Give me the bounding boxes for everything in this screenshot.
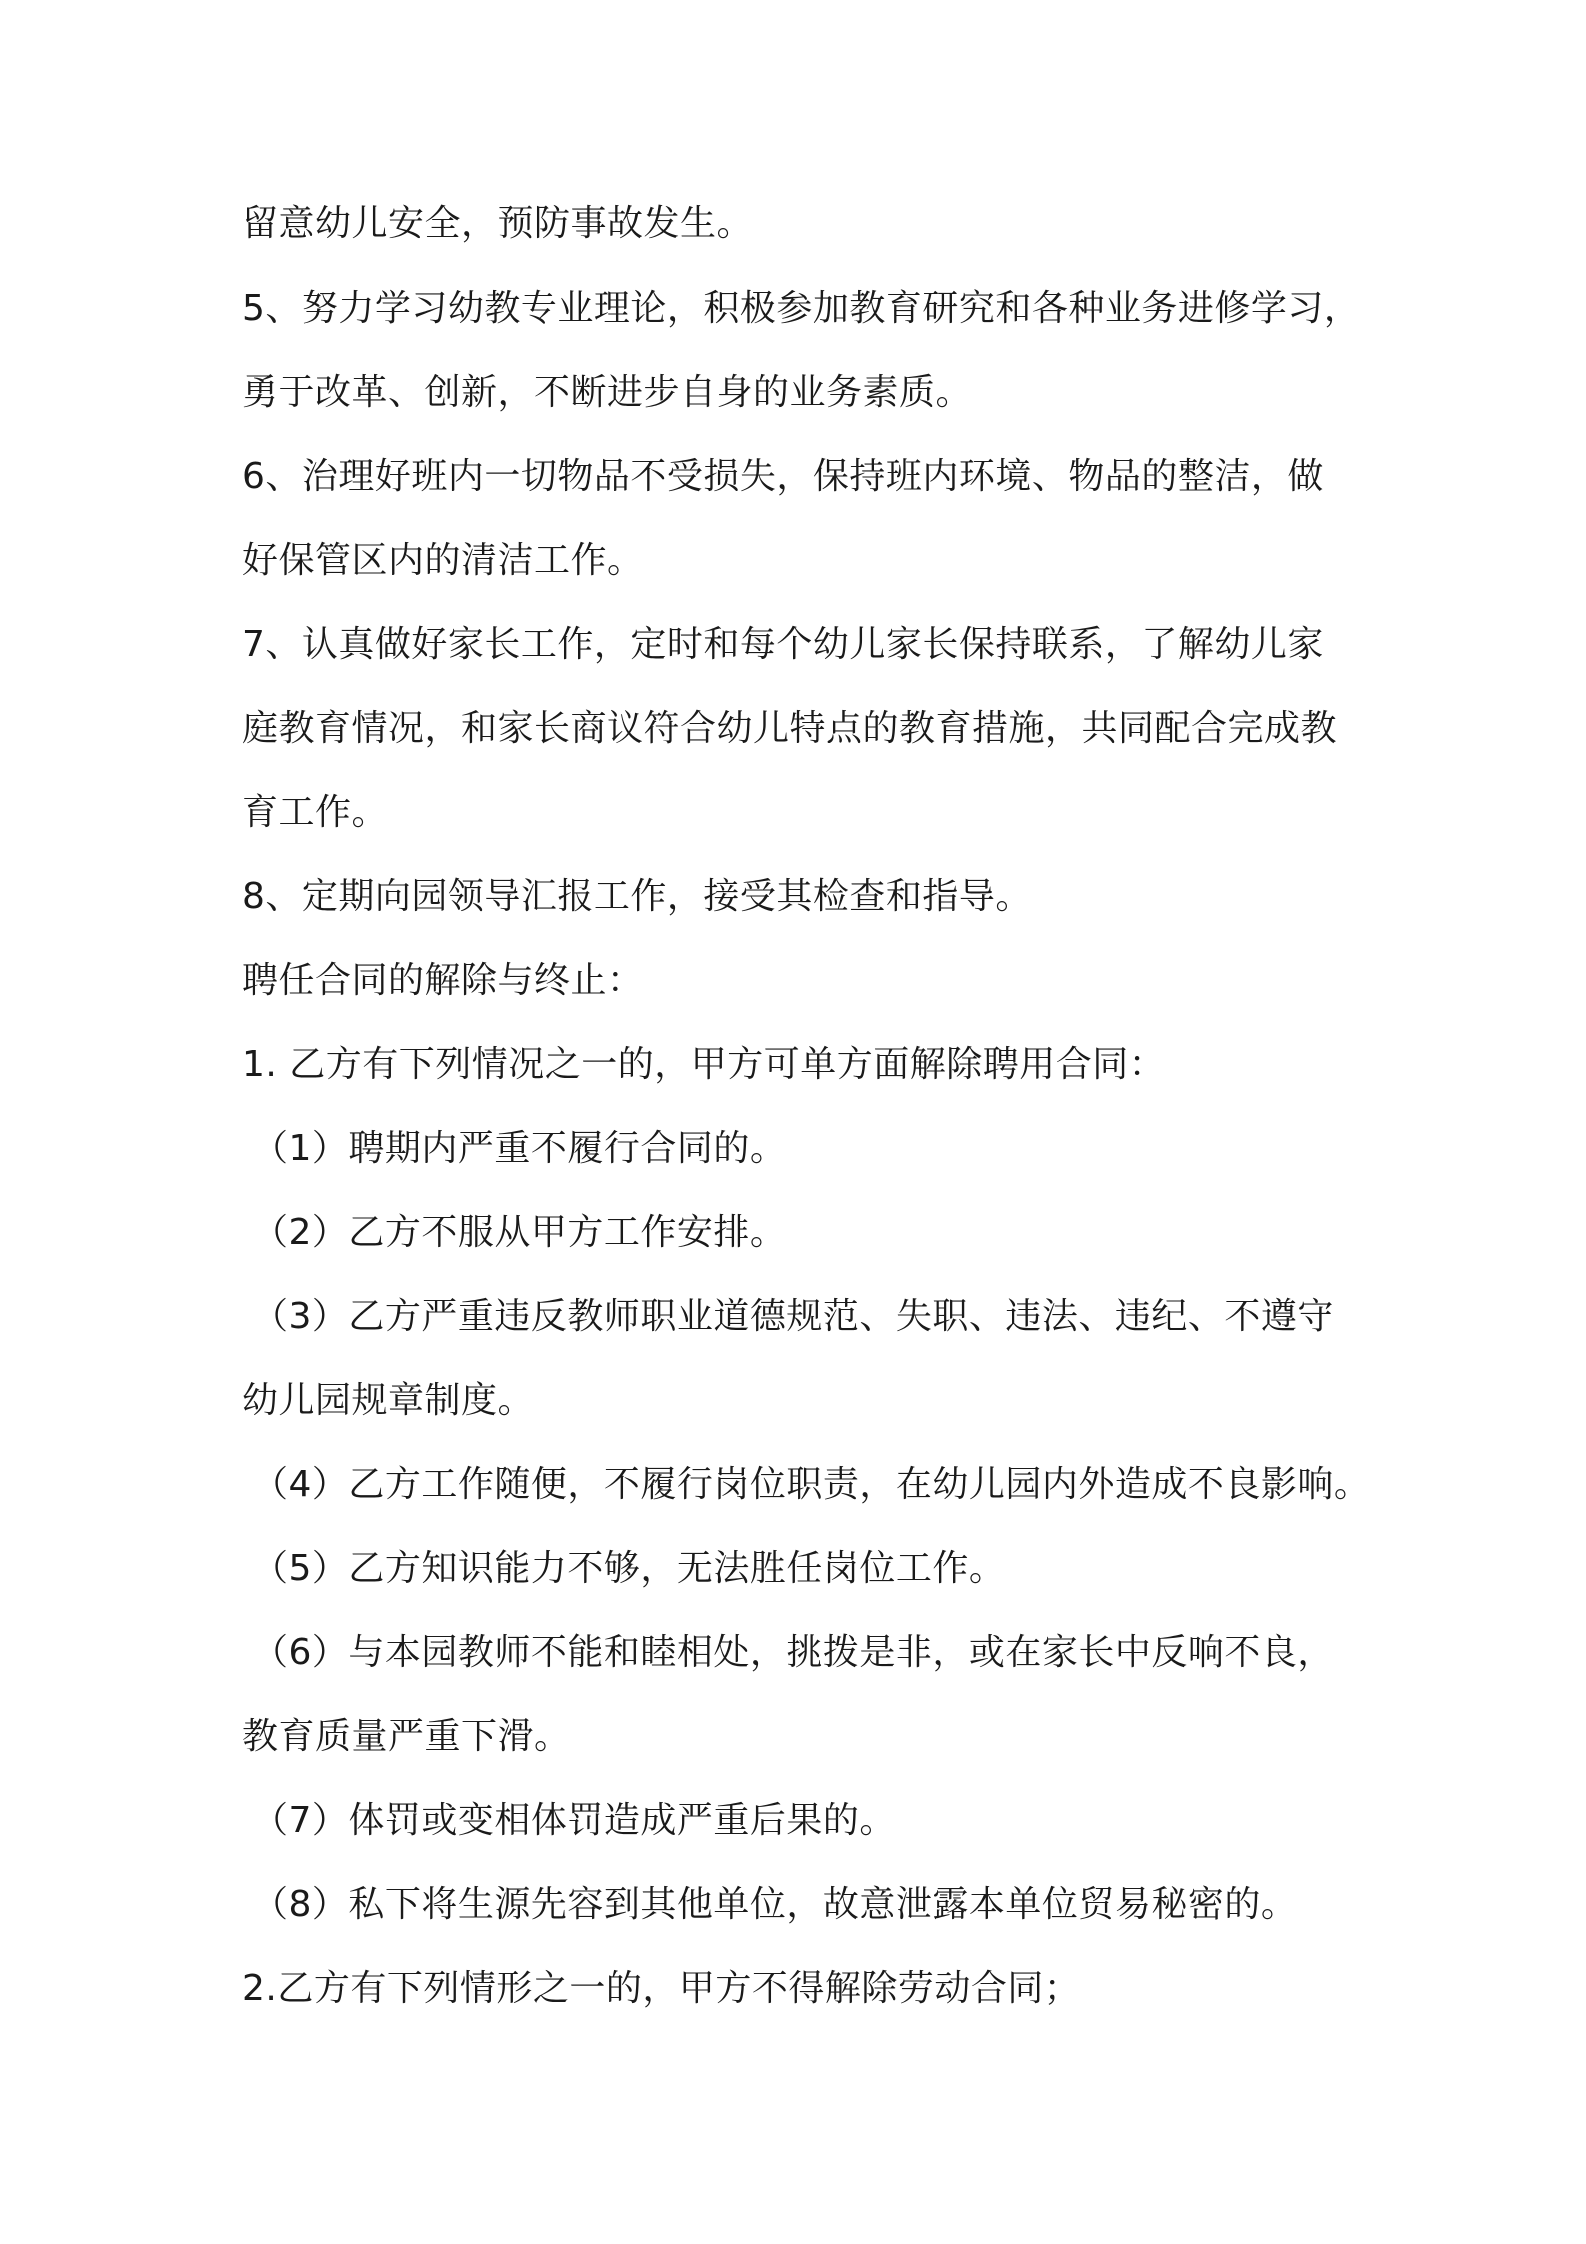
text-line: 8、定期向园领导汇报工作，接受其检查和指导。 (242, 876, 1032, 917)
text-line: 2.乙方有下列情形之一的，甲方不得解除劳动合同； (242, 1968, 1081, 2009)
text-line: 育工作。 (242, 792, 389, 833)
text-line: 留意幼儿安全，预防事故发生。 (242, 203, 754, 244)
list-item: （1）聘期内严重不履行合同的。 (252, 1128, 787, 1169)
list-item: （6）与本园教师不能和睦相处，挑拨是非，或在家长中反响不良， (252, 1632, 1334, 1673)
text-line: 7、认真做好家长工作，定时和每个幼儿家长保持联系，了解幼儿家 (242, 624, 1324, 665)
list-item: （3）乙方严重违反教师职业道德规范、失职、违法、违纪、不遵守 (252, 1296, 1334, 1337)
text-line: 勇于改革、创新，不断进步自身的业务素质。 (242, 372, 973, 413)
text-line: 1. 乙方有下列情况之一的，甲方可单方面解除聘用合同： (242, 1044, 1166, 1085)
text-line: 好保管区内的清洁工作。 (242, 540, 644, 581)
list-item: （4）乙方工作随便，不履行岗位职责，在幼儿园内外造成不良影响。 (252, 1464, 1371, 1505)
list-item: （8）私下将生源先容到其他单位，故意泄露本单位贸易秘密的。 (252, 1884, 1298, 1925)
list-item: （2）乙方不服从甲方工作安排。 (252, 1212, 787, 1253)
text-line: 幼儿园规章制度。 (242, 1380, 535, 1421)
section-heading: 聘任合同的解除与终止： (242, 960, 644, 1001)
text-line: 庭教育情况，和家长商议符合幼儿特点的教育措施，共同配合完成教 (242, 708, 1338, 749)
list-item: （7）体罚或变相体罚造成严重后果的。 (252, 1800, 896, 1841)
text-line: 5、努力学习幼教专业理论，积极参加教育研究和各种业务进修学习， (242, 288, 1361, 329)
text-line: 6、治理好班内一切物品不受损失，保持班内环境、物品的整洁，做 (242, 456, 1324, 497)
list-item: （5）乙方知识能力不够，无法胜任岗位工作。 (252, 1548, 1006, 1589)
text-line: 教育质量严重下滑。 (242, 1716, 571, 1757)
